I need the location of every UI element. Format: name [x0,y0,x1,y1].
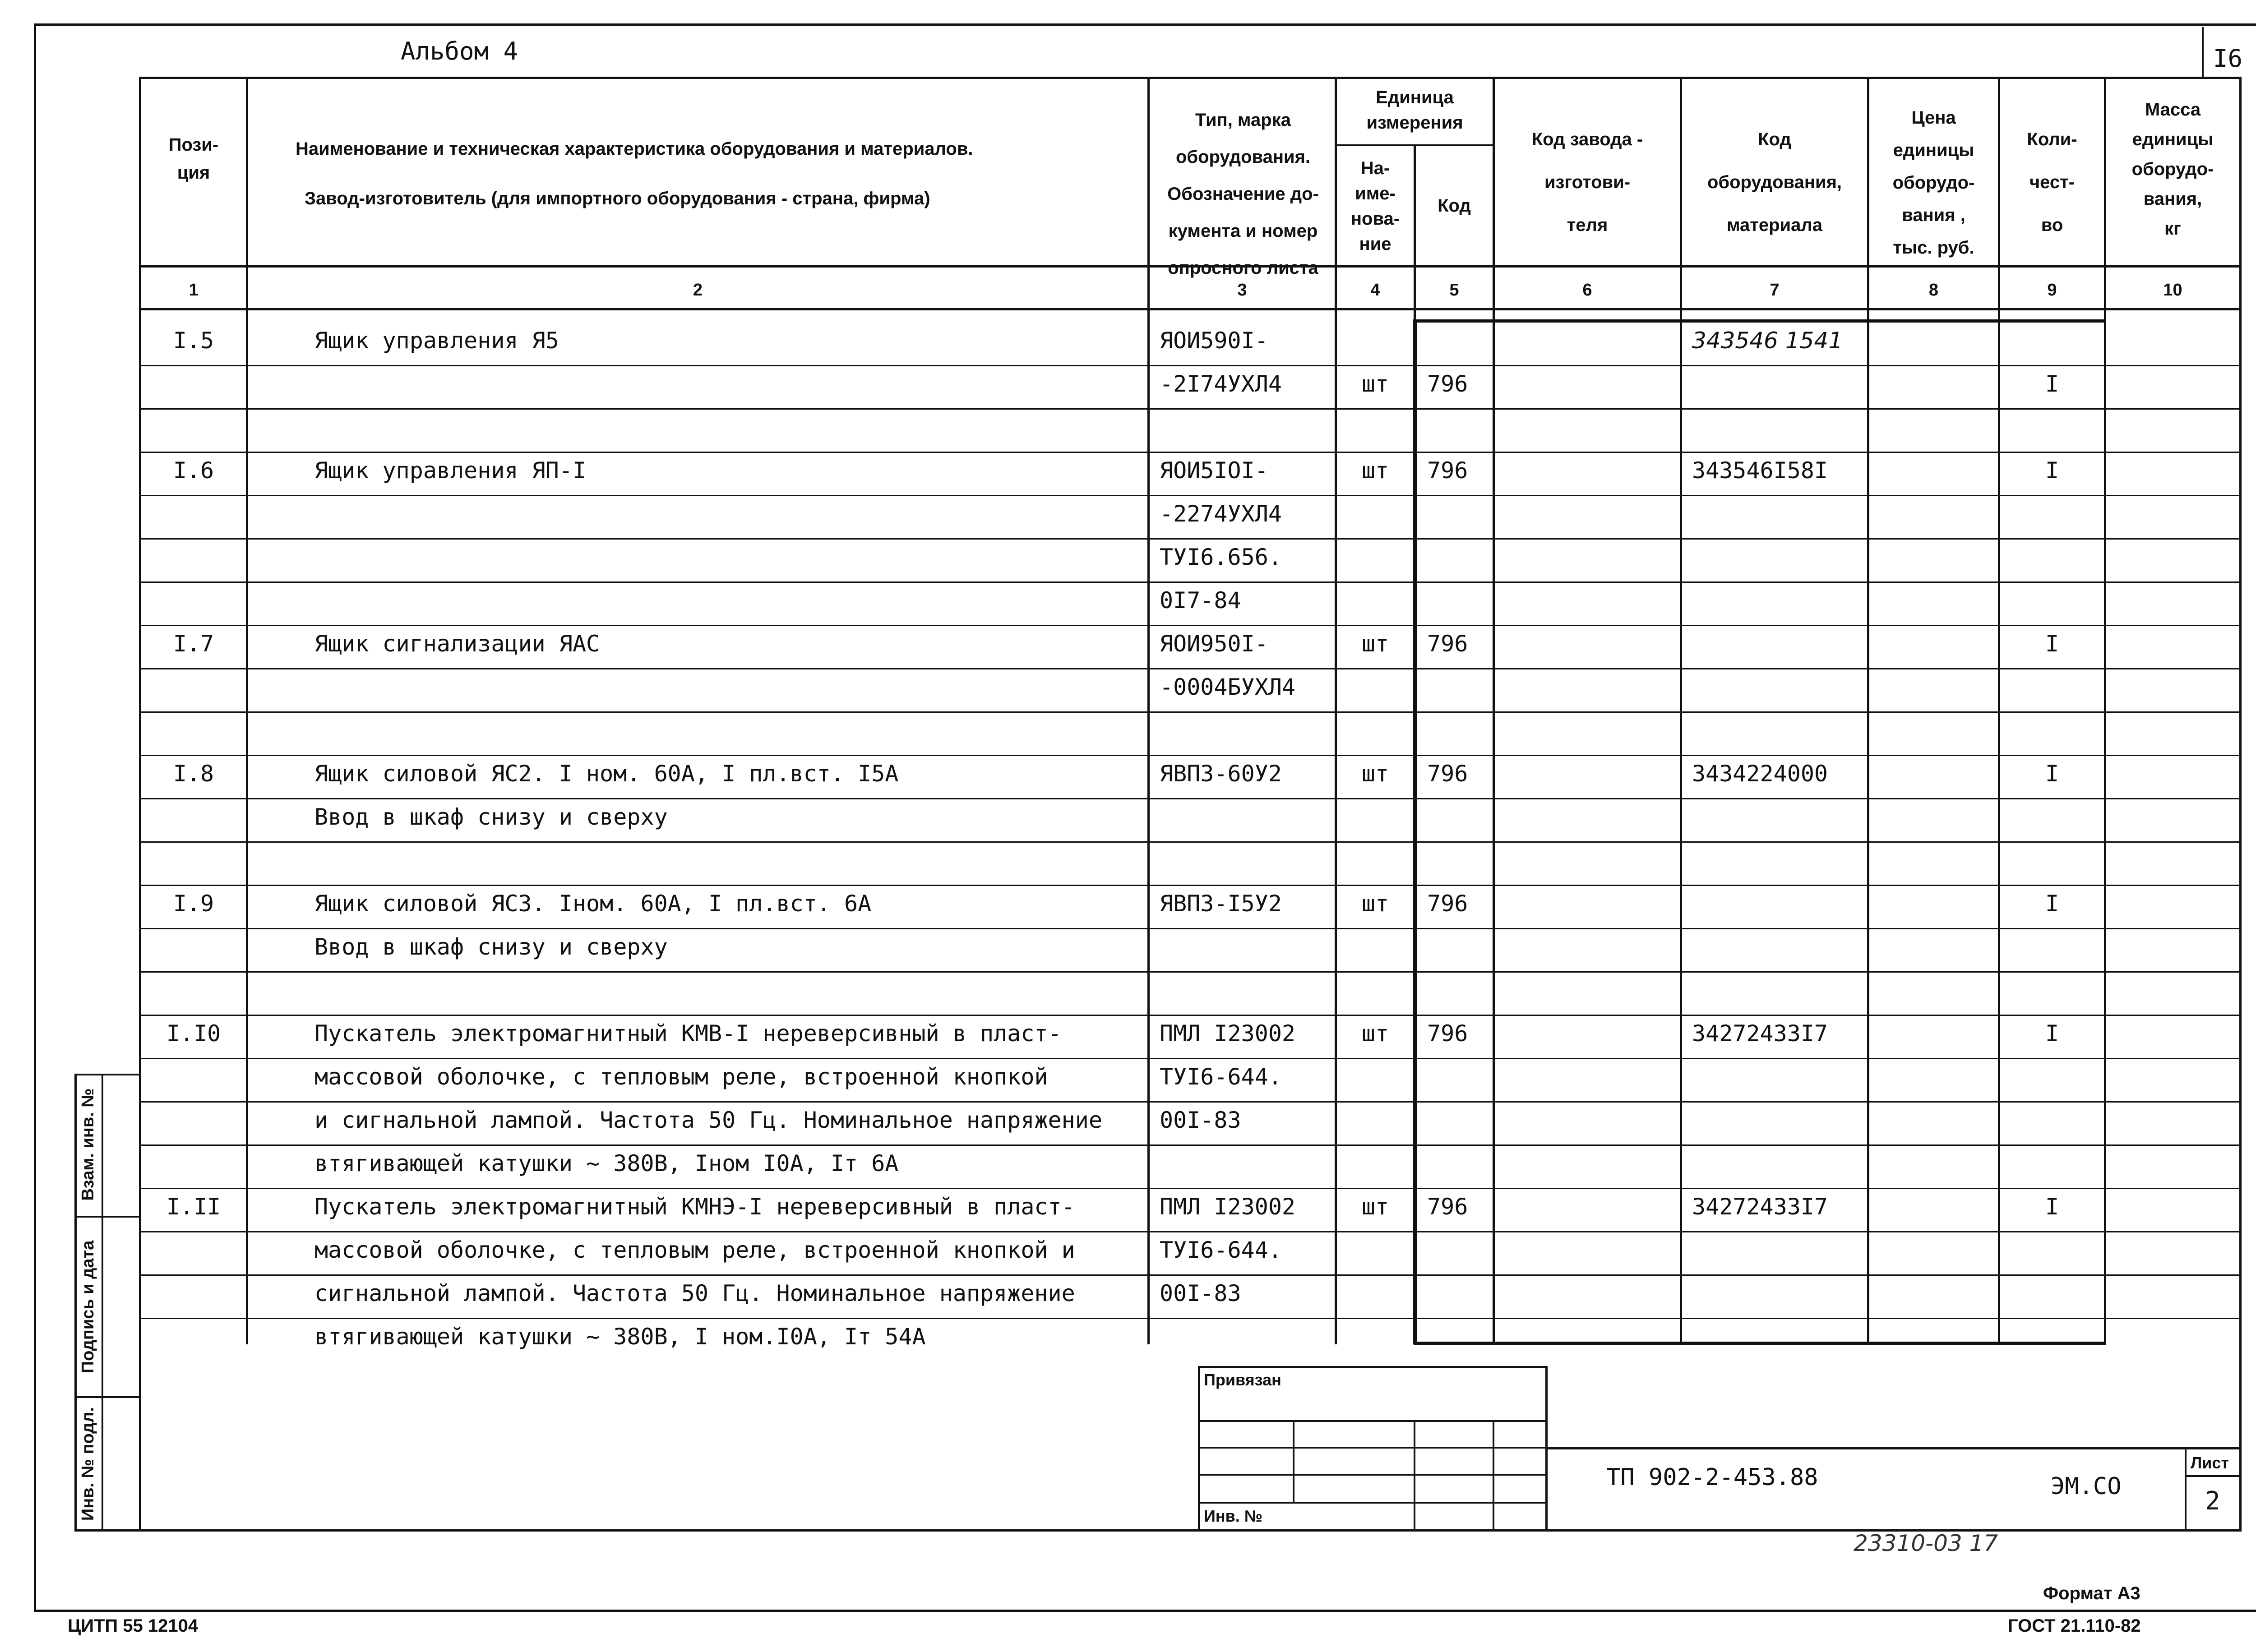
cell-qty: I [2045,371,2059,397]
col-number-4: 4 [1370,281,1380,300]
cell-eq: 343546 1541 [1692,328,1843,354]
col-line-6 [1680,77,1682,1344]
outer-frame-left [34,23,36,1611]
cell-name: и сигнальной лампой. Частота 50 Гц. Номинальное напряжение [314,1107,1102,1133]
cell-unit: шт [1361,371,1389,397]
cell-eq: 3434224000 [1692,761,1828,787]
cell-eq: 34272433I7 [1692,1020,1828,1047]
col-number-5: 5 [1449,281,1459,300]
cell-name: Ящик сигнализации ЯАС [314,631,600,657]
form-right-border [2239,77,2242,1532]
header-col-1: Пози- ция [168,135,219,183]
row-divider [139,1188,2242,1189]
cell-pos: I.6 [173,457,214,484]
cell-unit: шт [1361,631,1389,657]
header-col-9: Коли- чест- во [2027,129,2077,235]
cell-pos: I.5 [173,328,214,354]
col-line-7 [1867,77,1869,1344]
cell-name: Ящик управления Я5 [314,328,559,354]
cell-type: 00I-83 [1160,1280,1241,1306]
col-line-1 [246,77,248,1344]
stamp-col-3 [1493,1420,1494,1531]
side-label-podpis-data: Подпись и дата [79,1240,97,1374]
side-label-inv-podl: Инв. № подл. [79,1407,97,1521]
col-number-7: 7 [1770,281,1780,300]
cell-code: 796 [1427,457,1468,484]
row-divider [139,1101,2242,1103]
row-divider [139,841,2242,843]
cell-unit: шт [1361,1194,1389,1220]
cell-code: 796 [1427,891,1468,917]
header-col-2: Наименование и техническая характеристика оборудования и материалов. Завод-изготовитель (для импортного оборудования - страна, фирма) [296,139,973,208]
cell-type: ПМЛ I23002 [1160,1194,1296,1220]
cell-pos: I.7 [173,631,214,657]
header-col-5: Код [1438,196,1471,216]
cell-eq: 34272433I7 [1692,1194,1828,1220]
cell-name: Ввод в шкаф снизу и сверху [314,804,668,830]
sheet-number-top: I6 [2213,44,2243,73]
row-divider [139,711,2242,713]
cell-type: ЯВПЗ-I5У2 [1160,891,1282,917]
cell-type: ЯОИ5IOI- [1160,457,1268,484]
header-col-8: Цена единицы оборудо- вания , тыс. руб. [1892,108,1975,258]
row-divider [139,885,2242,886]
cell-name: Ящик силовой ЯС3. Iном. 60А, I пл.вст. 6А [314,891,872,917]
col-number-6: 6 [1582,281,1592,300]
sheet-value: 2 [2205,1486,2220,1516]
colnum-bottom-line [139,308,2242,310]
outer-frame-top [34,23,2256,26]
row-divider [139,495,2242,496]
cell-type: ТУI6-644. [1160,1064,1282,1090]
col-line-3 [1335,77,1337,1344]
cell-type: ТУI6.656. [1160,544,1282,570]
header-col-3: Тип, марка оборудования. Обозначение до- кумента и номер опросного листа [1167,110,1319,278]
row-divider [139,798,2242,799]
sheet-cell-left [2185,1447,2187,1531]
cell-unit: шт [1361,761,1389,787]
side-label-vzam-inv: Взам. инв. № [79,1088,97,1201]
col-number-1: 1 [189,281,199,300]
cell-code: 796 [1427,371,1468,397]
side-stamp-div-1 [74,1216,140,1218]
cell-name: сигнальной лампой. Частота 50 Гц. Номинальное напряжение [314,1280,1075,1306]
cell-qty: I [2045,891,2059,917]
col-line-5 [1493,77,1495,1344]
row-divider [139,1274,2242,1276]
cell-pos: I.8 [173,761,214,787]
sheet-cell-divider [2185,1475,2241,1477]
stamp-row-3 [1198,1474,1548,1476]
heavy-frame-left [1413,319,1417,1344]
col-number-10: 10 [2163,281,2182,300]
side-stamp-inner [102,1074,103,1532]
cell-qty: I [2045,761,2059,787]
org-code: ЦИТП 55 12104 [68,1616,199,1636]
cell-pos: I.II [166,1194,221,1220]
gost-label: ГОСТ 21.110-82 [2008,1616,2141,1636]
cell-name: втягивающей катушки ~ 380В, Iном I0А, Iт 6А [314,1150,899,1177]
cell-unit: шт [1361,891,1389,917]
row-divider [139,1015,2242,1016]
row-divider [139,1144,2242,1146]
outer-frame-bottom [34,1610,2256,1612]
cell-type: ТУI6-644. [1160,1237,1282,1263]
row-divider [139,1231,2242,1232]
doc-code: ТП 902-2-453.88 [1606,1464,1818,1491]
stamp-row-4 [1198,1502,1548,1504]
heavy-frame-bottom [1414,1342,2106,1345]
album-title: Альбом 4 [401,37,518,65]
cell-name: массовой оболочке, с тепловым реле, встроенной кнопкой и [314,1237,1075,1263]
cell-qty: I [2045,1194,2059,1220]
row-divider [139,538,2242,540]
col-line-9 [2104,77,2106,1344]
row-divider [139,668,2242,669]
heavy-frame-top [1414,319,2106,323]
cell-name: Ввод в шкаф снизу и сверху [314,934,668,960]
side-stamp-top [74,1074,140,1075]
sheet-label: Лист [2191,1454,2229,1472]
cell-pos: I.9 [173,891,214,917]
col-number-8: 8 [1928,281,1939,300]
cell-name: Ящик силовой ЯС2. I ном. 60А, I пл.вст. I5А [314,761,899,787]
row-divider [139,1058,2242,1059]
cell-code: 796 [1427,631,1468,657]
cell-name: Пускатель электромагнитный КМВ-I нереверсивный в пласт- [314,1020,1062,1047]
table-top-border [139,77,2242,79]
cell-type: ЯВПЗ-60У2 [1160,761,1282,787]
row-divider [139,581,2242,583]
cell-type: 00I-83 [1160,1107,1241,1133]
row-divider [139,755,2242,756]
cell-code: 796 [1427,1020,1468,1047]
stamp-privyazan-top [1198,1366,1548,1368]
stamp-inv-label: Инв. № [1204,1507,1262,1525]
col-number-2: 2 [693,281,703,300]
cell-unit: шт [1361,1020,1389,1047]
row-divider [139,1318,2242,1319]
cell-type: -2274УХЛ4 [1160,501,1282,527]
row-divider [139,971,2242,973]
cell-code: 796 [1427,761,1468,787]
stamp-col-1 [1293,1420,1294,1504]
cell-name: Ящик управления ЯП-I [314,457,587,484]
cell-pos: I.I0 [166,1020,221,1047]
cell-eq: 343546I58I [1692,457,1828,484]
stamp-row-1 [1198,1420,1548,1422]
stamp-col-2 [1414,1420,1415,1531]
header-col-6: Код завода - изготови- теля [1531,129,1643,235]
cell-qty: I [2045,1020,2059,1047]
row-divider [139,365,2242,366]
col-number-9: 9 [2047,281,2057,300]
cell-name: массовой оболочке, с тепловым реле, встроенной кнопкой [314,1064,1048,1090]
cell-type: 0I7-84 [1160,587,1241,614]
row-divider [139,928,2242,929]
header-col-10: Масса единицы оборудо- вания, кг [2131,100,2214,239]
row-divider [139,625,2242,626]
col-line-2 [1147,77,1150,1344]
header-col-7: Код оборудования, материала [1707,129,1842,235]
cell-type: ЯОИ590I- [1160,328,1268,354]
cell-unit: шт [1361,457,1389,484]
row-divider [139,408,2242,410]
format-label: Формат А3 [2043,1583,2140,1603]
col-line-8 [1998,77,2000,1344]
stamp-row-2 [1198,1447,1548,1449]
col-number-3: 3 [1237,281,1247,300]
cell-code: 796 [1427,1194,1468,1220]
sheet-box-left [2202,27,2204,78]
stamp-privyazan-label: Привязан [1204,1371,1281,1389]
header-unit-group: Единица измерения [1366,88,1463,133]
cell-qty: I [2045,631,2059,657]
handwritten-number: 23310-03 17 [1854,1530,1998,1556]
cell-name: Пускатель электромагнитный КМНЭ-I нереверсивный в пласт- [314,1194,1075,1220]
cell-type: ПМЛ I23002 [1160,1020,1296,1047]
cell-type: -0004БУХЛ4 [1160,674,1296,700]
cell-name: втягивающей катушки ~ 380В, I ном.I0А, Iт 54А [314,1324,926,1350]
header-col-4: На- име- нова- ние [1350,158,1400,254]
cell-type: -2I74УХЛ4 [1160,371,1282,397]
row-divider [139,452,2242,453]
title-block-top [1545,1447,2240,1449]
cell-qty: I [2045,457,2059,484]
doc-mark: ЭМ.СО [2051,1473,2122,1500]
cell-type: ЯОИ950I- [1160,631,1268,657]
